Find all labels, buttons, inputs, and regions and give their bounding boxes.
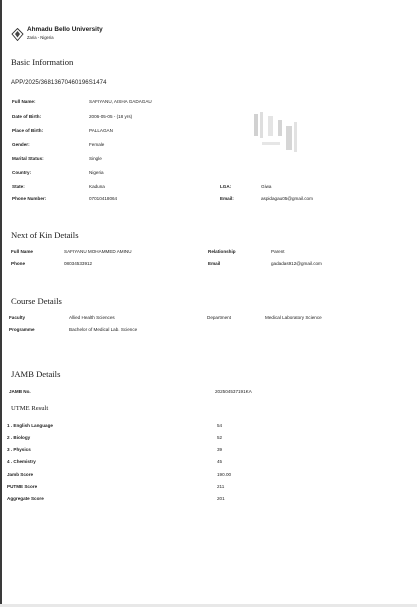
kin-row — [0, 261, 417, 269]
kin-email-label: Email — [208, 261, 221, 266]
jamb-no-label: JAMB No. — [9, 389, 31, 394]
score-row — [0, 496, 417, 504]
score-label: Aggregate Score — [7, 496, 44, 501]
field-row — [0, 196, 417, 204]
field-label: State: — [12, 184, 25, 189]
application-number: APP/2025/36813670460196S1474 — [11, 80, 107, 86]
subject-row — [0, 423, 417, 431]
field-label: Place of Birth: — [12, 128, 44, 133]
kin-row — [0, 249, 417, 257]
score-value: 201 — [217, 496, 225, 501]
score-label: Jamb Score — [7, 472, 34, 477]
field-label: Date of Birth: — [12, 114, 42, 119]
jamb-details-title: JAMB Details — [11, 369, 61, 379]
field-row — [0, 142, 417, 150]
subject-label: 4 . Chemistry — [7, 459, 36, 464]
subject-row — [0, 447, 417, 455]
field-row — [0, 170, 417, 178]
email-value: aspidagau05@gmail.com — [261, 196, 313, 201]
field-row — [0, 156, 417, 164]
field-label: Phone Number: — [12, 196, 47, 201]
passport-photo — [248, 106, 310, 170]
field-value: Kaduna — [89, 184, 105, 189]
subject-label: 1 . English Language — [7, 423, 53, 428]
kin-full-name-value: SAFIYANU MOHAMMED AMINU — [64, 249, 132, 254]
faculty-value: Allied Health Sciences — [69, 315, 115, 320]
subject-score: 39 — [217, 447, 223, 452]
field-row — [0, 114, 417, 122]
university-logo-icon — [11, 28, 24, 41]
kin-full-name-label: Full Name — [11, 249, 33, 254]
department-value: Medical Laboratory Science — [265, 315, 322, 320]
field-value: Single — [89, 156, 102, 161]
field-value: SAFIYANU, AISHA GADAGAU — [89, 99, 152, 104]
score-row — [0, 484, 417, 492]
field-label: Gender: — [12, 142, 30, 147]
utme-result-title: UTME Result — [11, 405, 49, 412]
subject-label: 2 . Biology — [7, 435, 31, 440]
kin-relationship-label: Relationship — [208, 249, 236, 254]
field-label: Marital Status: — [12, 156, 44, 161]
field-value: 07010418064 — [89, 196, 118, 201]
score-value: 211 — [217, 484, 225, 489]
programme-label: Programme — [9, 327, 35, 332]
kin-phone-value: 08034533912 — [64, 261, 93, 266]
basic-info-title: Basic Information — [11, 57, 74, 67]
faculty-label: Faculty — [9, 315, 26, 320]
subject-label: 3 . Physics — [7, 447, 31, 452]
lga-label: LGA: — [220, 184, 232, 189]
score-label: PUTME Score — [7, 484, 38, 489]
department-label: Department — [207, 315, 232, 320]
score-value: 190.00 — [217, 472, 232, 477]
kin-phone-label: Phone — [11, 261, 26, 266]
subject-row — [0, 435, 417, 443]
field-row — [0, 128, 417, 136]
subject-score: 52 — [217, 435, 223, 440]
field-row — [0, 99, 417, 107]
kin-email-value: gadadas912@gmail.com — [271, 261, 322, 266]
score-row — [0, 472, 417, 480]
field-value: 2006-05-05 - (18 yrs) — [89, 114, 133, 119]
next-of-kin-title: Next of Kin Details — [11, 230, 79, 240]
scan-edge — [0, 0, 2, 607]
course-row — [0, 327, 417, 335]
field-label: Full Name: — [12, 99, 36, 104]
field-value: PALLAGAN — [89, 128, 113, 133]
course-details-title: Course Details — [11, 296, 62, 306]
course-row — [0, 315, 417, 323]
jamb-no-value: 202504537191KA — [215, 389, 252, 394]
jamb-no-row — [0, 389, 417, 397]
programme-value: Bachelor of Medical Lab. Science — [69, 327, 138, 332]
email-label: Email: — [220, 196, 234, 201]
lga-value: Giwa — [261, 184, 272, 189]
university-location: Zaria - Nigeria — [27, 35, 54, 40]
field-label: Country: — [12, 170, 32, 175]
university-name: Ahmadu Bello University — [27, 26, 103, 33]
subject-score: 54 — [217, 423, 223, 428]
field-value: Female — [89, 142, 105, 147]
subject-score: 45 — [217, 459, 223, 464]
field-row — [0, 184, 417, 192]
subject-row — [0, 459, 417, 467]
field-value: Nigeria — [89, 170, 104, 175]
kin-relationship-value: Parent — [271, 249, 285, 254]
